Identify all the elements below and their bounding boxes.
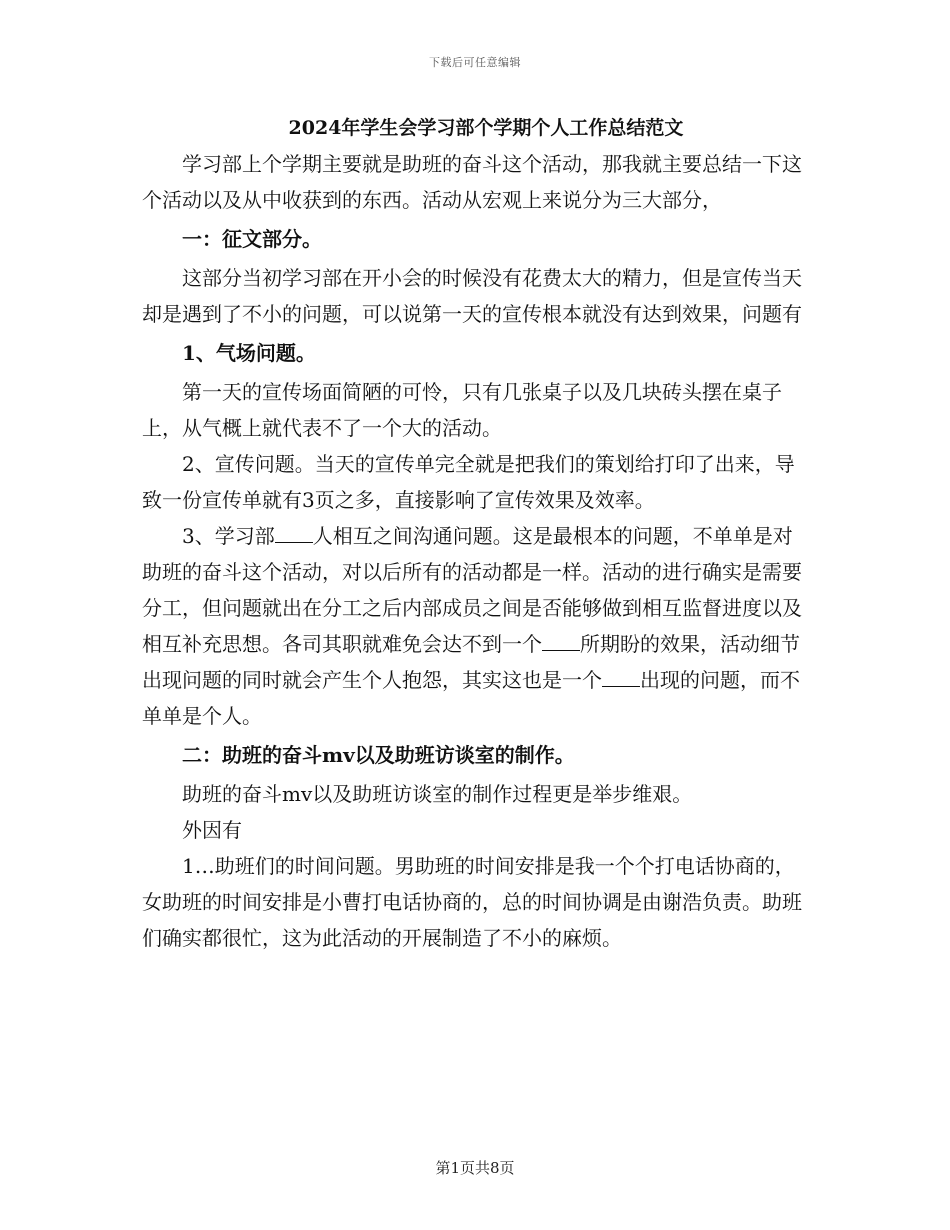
external-factor-item-1: 1…助班们的时间问题。男助班的时间安排是我一个个打电话协商的，女助班的时间安排是小曹打电话协商的，总的时间协调是由谢浩负责。助班们确实都很忙，这为此活动的开展制造了不小的麻烦。 [142,854,802,950]
header-note: 下载后可任意编辑 [429,56,521,69]
document-body [142,110,810,956]
blank-underline [542,632,580,651]
section1-heading: 一：征文部分。 [182,227,322,251]
external-factors-label: 外因有 [182,818,242,842]
subsection3-text-2: 人相互之间沟通问题。这是最根本的问题，不单单是对助班的奋斗这个活动，对以后所有的活动都是一样。活动的进行确实是需要分工，但问题就出在分工之后内部成员之间是否能够做到相互监督进度以及相互补充思想。各司其职就难免会达不到一个 [142,524,802,656]
document-title: 2024年学生会学习部个学期个人工作总结范文 [288,117,684,139]
section2-paragraph: 助班的奋斗mv以及助班访谈室的制作过程更是举步维艰。 [182,782,693,806]
section2-heading: 二：助班的奋斗mv以及助班访谈室的制作。 [182,743,575,767]
subsection3-text-1: 3、学习部 [182,524,275,548]
blank-underline [602,668,640,687]
subsection1-heading: 1、气场问题。 [182,341,316,365]
subsection3-text-3: 所期盼的效果，活动细节出现问题的同时就会产生个人抱怨，其实这也是一个 [142,632,800,692]
subsection1-paragraph: 第一天的宣传场面简陋的可怜，只有几张桌子以及几块砖头摆在桌子上，从气概上就代表不了一个大的活动。 [142,380,782,440]
section1-paragraph: 这部分当初学习部在开小会的时候没有花费太大的精力，但是宣传当天却是遇到了不小的问题，可以说第一天的宣传根本就没有达到效果，问题有 [142,266,802,326]
subsection2-paragraph: 2、宣传问题。当天的宣传单完全就是把我们的策划给打印了出来，导致一份宣传单就有3页之多，直接影响了宣传效果及效率。 [142,452,795,512]
page-footer: 第1页共8页 [435,1159,515,1177]
subsection3-text-4: 出现的问题，而不单单是个人。 [142,668,800,728]
subsection3-paragraph [142,518,810,734]
blank-underline [275,524,313,543]
intro-paragraph: 学习部上个学期主要就是助班的奋斗这个活动，那我就主要总结一下这个活动以及从中收获到的东西。活动从宏观上来说分为三大部分， [142,152,802,212]
